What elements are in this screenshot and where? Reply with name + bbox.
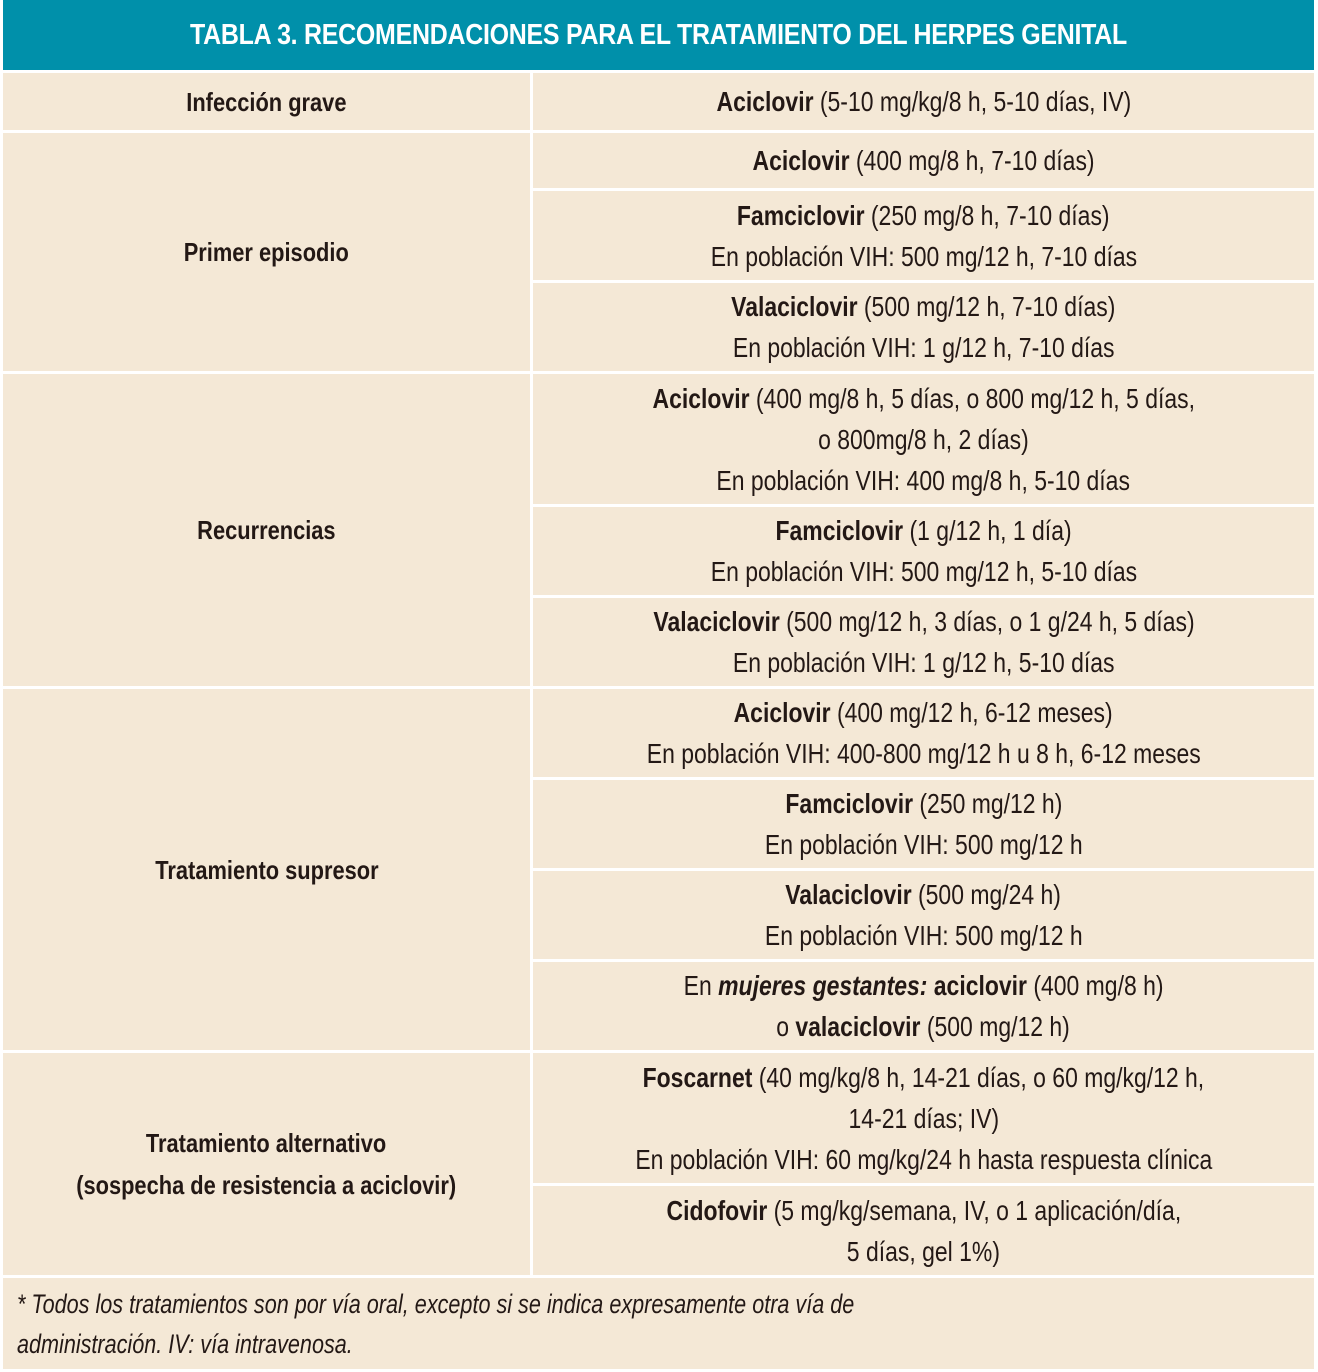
table-footnote: [3, 1275, 1314, 1369]
vih-dose: En población VIH: 500 mg/12 h: [764, 920, 1083, 951]
drug-name: Famciclovir: [737, 199, 865, 231]
dose: (40 mg/kg/8 h, 14-21 días, o 60 mg/kg/12 h,: [752, 1061, 1205, 1093]
row-label-subtext: (sospecha de resistencia a aciclovir): [76, 1170, 457, 1200]
dose-continued: 14-21 días; IV): [848, 1102, 999, 1134]
footnote-line: administración. IV: vía intravenosa.: [17, 1329, 353, 1359]
row-label: [3, 689, 530, 1050]
row-label-text: Infección grave: [186, 86, 347, 117]
row-label-text: Primer episodio: [183, 237, 350, 267]
drug-name: Aciclovir: [752, 145, 850, 176]
treatment-cell: [533, 595, 1314, 686]
dose: (400 mg/8 h, 7-10 días): [849, 145, 1095, 176]
treatment-cell: [533, 1053, 1314, 1183]
dose: (500 mg/12 h, 3 días, o 1 g/24 h, 5 días): [779, 606, 1195, 637]
treatment-cell: [533, 868, 1314, 959]
prefix-text: En: [683, 970, 719, 1001]
drug-name: Foscarnet: [642, 1061, 753, 1093]
row-label: [3, 73, 530, 130]
vih-dose: En población VIH: 400 mg/8 h, 5-10 días: [716, 464, 1131, 496]
row-group-tratamiento-supresor: [3, 686, 1314, 1050]
treatment-cell: [533, 133, 1314, 188]
dose: (500 mg/12 h, 7-10 días): [857, 291, 1116, 322]
drug-name: Valaciclovir: [652, 606, 780, 637]
dose: (400 mg/8 h): [1026, 970, 1164, 1001]
vih-dose: En población VIH: 1 g/12 h, 5-10 días: [732, 647, 1115, 678]
row-group-tratamiento-alternativo: [3, 1050, 1314, 1275]
row-label-text: Tratamiento supresor: [154, 854, 379, 885]
table-title: TABLA 3. RECOMENDACIONES PARA EL TRATAMIENTO DEL HERPES GENITAL: [95, 0, 1222, 70]
vih-dose: En población VIH: 500 mg/12 h, 7-10 días: [710, 240, 1137, 272]
treatment-cell: [533, 689, 1314, 777]
treatment-cell: [533, 188, 1314, 280]
drug-name: Cidofovir: [666, 1194, 767, 1226]
vih-dose: En población VIH: 500 mg/12 h: [764, 829, 1083, 860]
dose: (250 mg/8 h, 7-10 días): [864, 199, 1110, 231]
drug-name: Aciclovir: [733, 697, 831, 728]
vih-dose: En población VIH: 60 mg/kg/24 h hasta respuesta clínica: [635, 1143, 1212, 1175]
dose: (500 mg/24 h): [912, 879, 1062, 910]
treatment-cell: [533, 73, 1314, 130]
row-label: [3, 374, 530, 686]
drug-name: Famciclovir: [785, 788, 913, 819]
dose: (5-10 mg/kg/8 h, 5-10 días, IV): [813, 86, 1131, 117]
drug-name: Aciclovir: [652, 382, 750, 414]
row-group-recurrencias: [3, 371, 1314, 686]
dose: (400 mg/8 h, 5 días, o 800 mg/12 h, 5 días,: [749, 382, 1195, 414]
drug-name: Aciclovir: [716, 86, 814, 117]
row-label-text: Recurrencias: [197, 515, 336, 545]
footnote-line: * Todos los tratamientos son por vía oral, excepto si se indica expresamente otra vía de: [17, 1289, 855, 1319]
dose: (5 mg/kg/semana, IV, o 1 aplicación/día,: [766, 1194, 1181, 1226]
drug-name: Valaciclovir: [785, 879, 913, 910]
treatment-cell: [533, 1183, 1314, 1275]
row-label-text: Tratamiento alternativo: [146, 1128, 387, 1158]
drug-name: Valaciclovir: [731, 291, 858, 322]
dose: (500 mg/12 h): [920, 1011, 1071, 1042]
treatment-cell: [533, 504, 1314, 595]
drug-name: aciclovir: [927, 970, 1027, 1001]
dose-continued: 5 días, gel 1%): [846, 1235, 1001, 1267]
drug-name: valaciclovir: [795, 1011, 921, 1042]
vih-dose: En población VIH: 1 g/12 h, 7-10 días: [732, 332, 1115, 363]
vih-dose: En población VIH: 500 mg/12 h, 5-10 días: [710, 556, 1137, 587]
treatment-cell: [533, 777, 1314, 868]
dose: (1 g/12 h, 1 día): [903, 515, 1072, 546]
dose: (250 mg/12 h): [912, 788, 1062, 819]
or-text: o: [776, 1011, 796, 1042]
vih-dose: En población VIH: 400-800 mg/12 h u 8 h, 6-12 meses: [646, 738, 1201, 769]
drug-name: Famciclovir: [775, 515, 904, 546]
treatment-cell: [533, 280, 1314, 371]
pregnant-emphasis: mujeres gestantes:: [718, 970, 928, 1001]
treatment-cell: [533, 374, 1314, 504]
dose: (400 mg/12 h, 6-12 meses): [830, 697, 1114, 728]
dose-continued: o 800mg/8 h, 2 días): [818, 423, 1029, 455]
pregnant-women-cell: [533, 959, 1314, 1050]
row-group-infeccion-grave: [3, 70, 1314, 130]
row-group-primer-episodio: [3, 130, 1314, 371]
row-label: [3, 1053, 530, 1275]
row-label: [3, 133, 530, 371]
treatment-table: [3, 0, 1314, 1369]
table-header: [3, 0, 1314, 70]
